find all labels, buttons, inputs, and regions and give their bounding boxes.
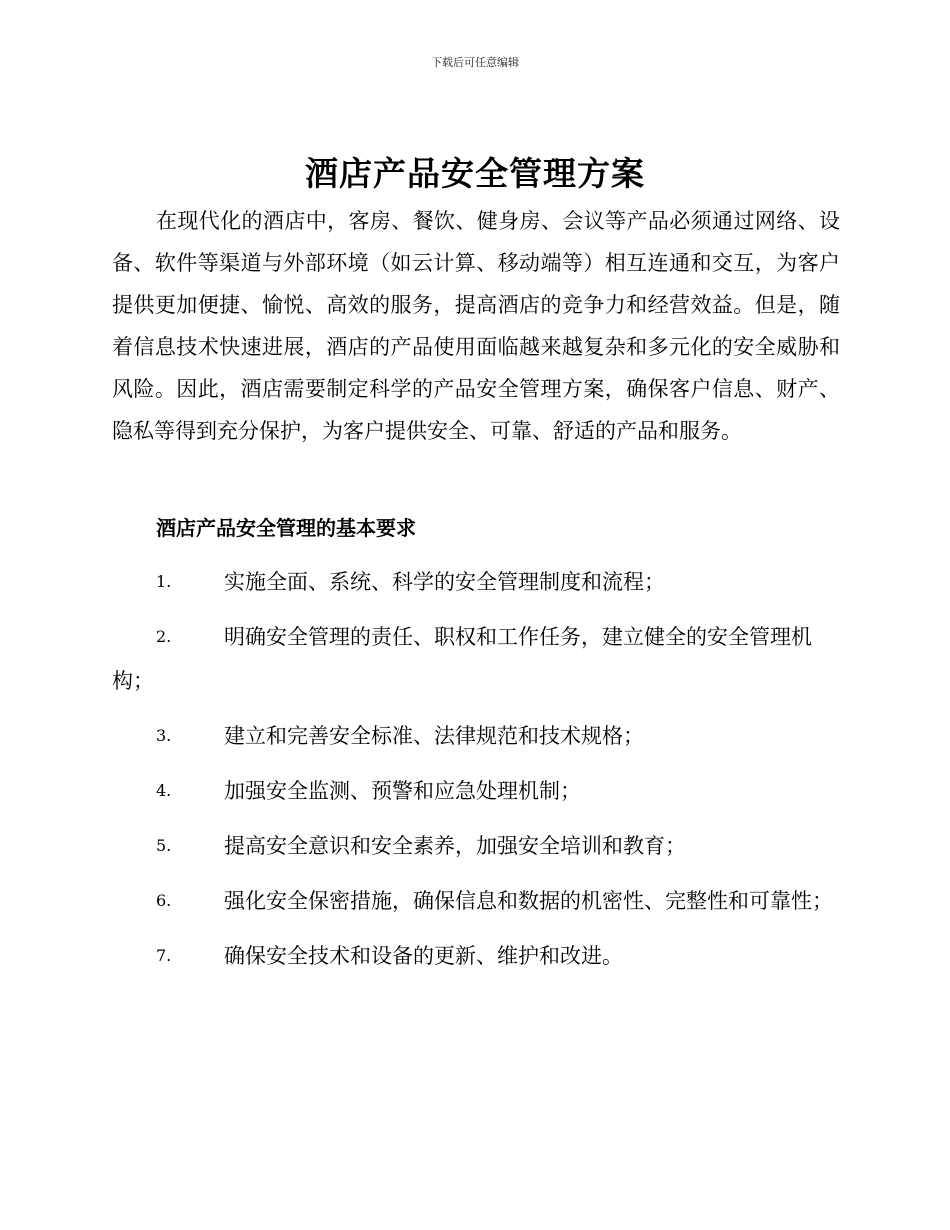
list-item [112, 934, 840, 978]
list-item-number: 5. [156, 836, 172, 855]
list-item-number: 3. [156, 726, 172, 745]
list-item-number: 6. [156, 891, 172, 910]
list-item-text: 建立和完善安全标准、法律规范和技术规格； [224, 724, 644, 748]
list-item [112, 615, 840, 703]
list-item-number: 7. [156, 946, 172, 965]
list-item [112, 879, 840, 923]
list-item-text: 强化安全保密措施，确保信息和数据的机密性、完整性和可靠性； [224, 889, 833, 913]
list-item-number: 1. [156, 572, 172, 591]
list-item [112, 714, 840, 758]
list-item-text: 确保安全技术和设备的更新、维护和改进。 [224, 944, 623, 968]
list-item [112, 769, 840, 813]
section-heading: 酒店产品安全管理的基本要求 [156, 516, 416, 540]
list-item [112, 824, 840, 868]
document-title: 酒店产品安全管理方案 [305, 154, 645, 193]
list-item-text: 实施全面、系统、科学的安全管理制度和流程； [224, 570, 665, 594]
list-item-text: 提高安全意识和安全素养，加强安全培训和教育； [224, 834, 686, 858]
list-item-number: 4. [156, 781, 172, 800]
list-item-text: 明确安全管理的责任、职权和工作任务，建立健全的安全管理机构； [112, 625, 812, 693]
requirements-list [112, 560, 840, 989]
header-note: 下载后可任意编辑 [431, 56, 519, 69]
list-item [112, 560, 840, 604]
intro-paragraph: 在现代化的酒店中，客房、餐饮、健身房、会议等产品必须通过网络、设备、软件等渠道与外部环境（如云计算、移动端等）相互连通和交互，为客户提供更加便捷、愉悦、高效的服务，提高酒店的竞争力和经营效益。但是，随着信息技术快速进展，酒店的产品使用面临越来越复杂和多元化的安全威胁和风险。因此，酒店需要制定科学的产品安全管理方案，确保客户信息、财产、隐私等得到充分保护，为客户提供安全、可靠、舒适的产品和服务。 [112, 209, 840, 443]
list-item-number: 2. [156, 627, 172, 646]
list-item-text: 加强安全监测、预警和应急处理机制； [224, 779, 581, 803]
